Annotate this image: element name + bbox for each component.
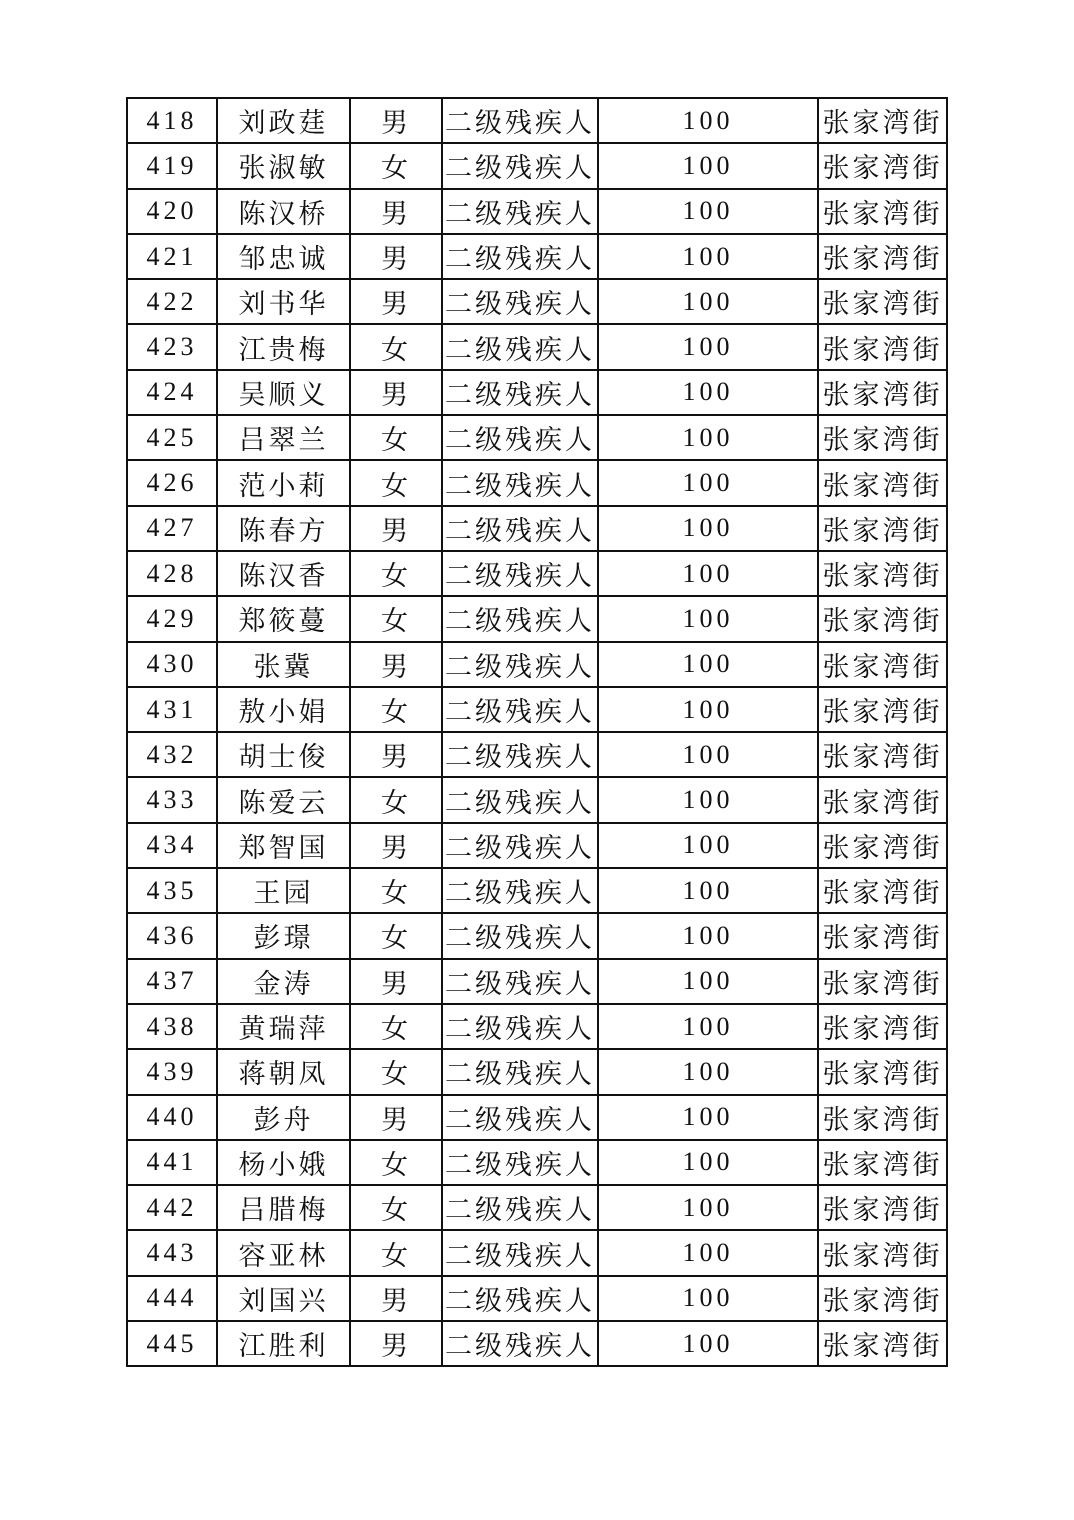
- cell-street: 张家湾街: [818, 777, 947, 822]
- table-row: [127, 823, 947, 868]
- cell-gender: 女: [350, 777, 442, 822]
- cell-name: 陈爱云: [217, 777, 350, 822]
- table-row: [127, 143, 947, 188]
- cell-disability-level: 二级残疾人: [442, 189, 598, 234]
- cell-amount: 100: [598, 1276, 818, 1321]
- cell-name: 陈春方: [217, 506, 350, 551]
- cell-gender: 男: [350, 732, 442, 777]
- cell-street: 张家湾街: [818, 370, 947, 415]
- table-row: [127, 551, 947, 596]
- cell-amount: 100: [598, 596, 818, 641]
- cell-disability-level: 二级残疾人: [442, 551, 598, 596]
- cell-street: 张家湾街: [818, 551, 947, 596]
- cell-disability-level: 二级残疾人: [442, 1140, 598, 1185]
- cell-amount: 100: [598, 1321, 818, 1366]
- cell-gender: 女: [350, 415, 442, 460]
- cell-amount: 100: [598, 1004, 818, 1049]
- cell-index: 427: [127, 506, 217, 551]
- cell-index: 420: [127, 189, 217, 234]
- cell-amount: 100: [598, 279, 818, 324]
- cell-index: 432: [127, 732, 217, 777]
- cell-gender: 女: [350, 324, 442, 369]
- cell-name: 彭璟: [217, 913, 350, 958]
- cell-amount: 100: [598, 823, 818, 868]
- cell-street: 张家湾街: [818, 1004, 947, 1049]
- cell-street: 张家湾街: [818, 1321, 947, 1366]
- cell-amount: 100: [598, 189, 818, 234]
- cell-street: 张家湾街: [818, 1276, 947, 1321]
- cell-name: 邹忠诚: [217, 234, 350, 279]
- cell-index: 444: [127, 1276, 217, 1321]
- cell-index: 435: [127, 868, 217, 913]
- cell-street: 张家湾街: [818, 98, 947, 143]
- cell-gender: 女: [350, 1049, 442, 1094]
- cell-disability-level: 二级残疾人: [442, 98, 598, 143]
- table-row: [127, 1049, 947, 1094]
- cell-index: 436: [127, 913, 217, 958]
- cell-street: 张家湾街: [818, 506, 947, 551]
- cell-street: 张家湾街: [818, 415, 947, 460]
- table-row: [127, 913, 947, 958]
- cell-index: 422: [127, 279, 217, 324]
- table-row: [127, 1140, 947, 1185]
- table-row: [127, 732, 947, 777]
- cell-amount: 100: [598, 324, 818, 369]
- table-row: [127, 1276, 947, 1321]
- cell-name: 郑筱蔓: [217, 596, 350, 641]
- cell-index: 439: [127, 1049, 217, 1094]
- cell-gender: 男: [350, 1095, 442, 1140]
- table-row: [127, 1004, 947, 1049]
- cell-street: 张家湾街: [818, 687, 947, 732]
- table-row: [127, 596, 947, 641]
- table-row: [127, 1321, 947, 1366]
- table-row: [127, 1230, 947, 1275]
- cell-gender: 男: [350, 279, 442, 324]
- table-row: [127, 279, 947, 324]
- cell-disability-level: 二级残疾人: [442, 234, 598, 279]
- cell-disability-level: 二级残疾人: [442, 324, 598, 369]
- cell-disability-level: 二级残疾人: [442, 1321, 598, 1366]
- table-row: [127, 868, 947, 913]
- cell-amount: 100: [598, 913, 818, 958]
- cell-amount: 100: [598, 551, 818, 596]
- cell-street: 张家湾街: [818, 189, 947, 234]
- cell-disability-level: 二级残疾人: [442, 596, 598, 641]
- cell-index: 437: [127, 959, 217, 1004]
- cell-street: 张家湾街: [818, 642, 947, 687]
- cell-street: 张家湾街: [818, 234, 947, 279]
- cell-disability-level: 二级残疾人: [442, 279, 598, 324]
- cell-street: 张家湾街: [818, 732, 947, 777]
- cell-name: 张淑敏: [217, 143, 350, 188]
- cell-gender: 男: [350, 1276, 442, 1321]
- cell-index: 426: [127, 460, 217, 505]
- cell-name: 吕腊梅: [217, 1185, 350, 1230]
- cell-index: 419: [127, 143, 217, 188]
- cell-name: 容亚林: [217, 1230, 350, 1275]
- cell-gender: 女: [350, 1140, 442, 1185]
- cell-amount: 100: [598, 143, 818, 188]
- cell-disability-level: 二级残疾人: [442, 823, 598, 868]
- cell-index: 430: [127, 642, 217, 687]
- cell-amount: 100: [598, 98, 818, 143]
- cell-disability-level: 二级残疾人: [442, 868, 598, 913]
- cell-index: 424: [127, 370, 217, 415]
- cell-index: 442: [127, 1185, 217, 1230]
- cell-disability-level: 二级残疾人: [442, 1004, 598, 1049]
- cell-disability-level: 二级残疾人: [442, 415, 598, 460]
- table-body: [127, 98, 947, 1366]
- cell-index: 441: [127, 1140, 217, 1185]
- cell-name: 江胜利: [217, 1321, 350, 1366]
- cell-disability-level: 二级残疾人: [442, 370, 598, 415]
- cell-disability-level: 二级残疾人: [442, 143, 598, 188]
- table-row: [127, 506, 947, 551]
- cell-gender: 女: [350, 460, 442, 505]
- cell-index: 423: [127, 324, 217, 369]
- cell-amount: 100: [598, 1140, 818, 1185]
- cell-gender: 男: [350, 234, 442, 279]
- cell-disability-level: 二级残疾人: [442, 1230, 598, 1275]
- cell-street: 张家湾街: [818, 868, 947, 913]
- cell-street: 张家湾街: [818, 596, 947, 641]
- cell-index: 418: [127, 98, 217, 143]
- cell-disability-level: 二级残疾人: [442, 1049, 598, 1094]
- cell-name: 彭舟: [217, 1095, 350, 1140]
- cell-amount: 100: [598, 1230, 818, 1275]
- cell-gender: 女: [350, 1185, 442, 1230]
- cell-disability-level: 二级残疾人: [442, 959, 598, 1004]
- cell-name: 江贵梅: [217, 324, 350, 369]
- table-row: [127, 324, 947, 369]
- cell-name: 陈汉香: [217, 551, 350, 596]
- cell-amount: 100: [598, 959, 818, 1004]
- beneficiary-table: [126, 97, 948, 1367]
- cell-amount: 100: [598, 1049, 818, 1094]
- document-page: [126, 97, 946, 1367]
- table-row: [127, 370, 947, 415]
- cell-disability-level: 二级残疾人: [442, 1185, 598, 1230]
- cell-disability-level: 二级残疾人: [442, 1095, 598, 1140]
- cell-disability-level: 二级残疾人: [442, 732, 598, 777]
- cell-street: 张家湾街: [818, 913, 947, 958]
- cell-gender: 女: [350, 913, 442, 958]
- table-row: [127, 1185, 947, 1230]
- cell-street: 张家湾街: [818, 1140, 947, 1185]
- cell-name: 刘国兴: [217, 1276, 350, 1321]
- cell-index: 434: [127, 823, 217, 868]
- cell-street: 张家湾街: [818, 1095, 947, 1140]
- cell-amount: 100: [598, 234, 818, 279]
- cell-disability-level: 二级残疾人: [442, 687, 598, 732]
- cell-index: 431: [127, 687, 217, 732]
- table-row: [127, 234, 947, 279]
- table-row: [127, 959, 947, 1004]
- cell-name: 刘政莛: [217, 98, 350, 143]
- cell-gender: 男: [350, 506, 442, 551]
- cell-disability-level: 二级残疾人: [442, 777, 598, 822]
- cell-name: 黄瑞萍: [217, 1004, 350, 1049]
- table-row: [127, 687, 947, 732]
- cell-disability-level: 二级残疾人: [442, 913, 598, 958]
- cell-disability-level: 二级残疾人: [442, 506, 598, 551]
- cell-gender: 男: [350, 1321, 442, 1366]
- table-row: [127, 460, 947, 505]
- cell-gender: 男: [350, 189, 442, 234]
- cell-gender: 男: [350, 823, 442, 868]
- cell-amount: 100: [598, 1185, 818, 1230]
- cell-amount: 100: [598, 415, 818, 460]
- cell-street: 张家湾街: [818, 1185, 947, 1230]
- cell-gender: 女: [350, 143, 442, 188]
- cell-gender: 女: [350, 596, 442, 641]
- cell-gender: 女: [350, 1230, 442, 1275]
- cell-street: 张家湾街: [818, 823, 947, 868]
- cell-street: 张家湾街: [818, 279, 947, 324]
- table-row: [127, 777, 947, 822]
- cell-amount: 100: [598, 642, 818, 687]
- cell-name: 吴顺义: [217, 370, 350, 415]
- cell-gender: 女: [350, 551, 442, 596]
- cell-index: 443: [127, 1230, 217, 1275]
- table-row: [127, 415, 947, 460]
- cell-name: 金涛: [217, 959, 350, 1004]
- cell-index: 440: [127, 1095, 217, 1140]
- cell-amount: 100: [598, 687, 818, 732]
- cell-street: 张家湾街: [818, 1230, 947, 1275]
- cell-name: 陈汉桥: [217, 189, 350, 234]
- cell-street: 张家湾街: [818, 460, 947, 505]
- cell-name: 范小莉: [217, 460, 350, 505]
- cell-index: 445: [127, 1321, 217, 1366]
- cell-index: 428: [127, 551, 217, 596]
- cell-amount: 100: [598, 868, 818, 913]
- cell-name: 张冀: [217, 642, 350, 687]
- cell-disability-level: 二级残疾人: [442, 460, 598, 505]
- cell-name: 郑智国: [217, 823, 350, 868]
- cell-disability-level: 二级残疾人: [442, 1276, 598, 1321]
- cell-amount: 100: [598, 370, 818, 415]
- cell-name: 刘书华: [217, 279, 350, 324]
- cell-index: 425: [127, 415, 217, 460]
- cell-amount: 100: [598, 460, 818, 505]
- cell-amount: 100: [598, 777, 818, 822]
- cell-name: 敖小娟: [217, 687, 350, 732]
- cell-index: 429: [127, 596, 217, 641]
- cell-street: 张家湾街: [818, 324, 947, 369]
- cell-gender: 男: [350, 642, 442, 687]
- cell-amount: 100: [598, 506, 818, 551]
- cell-name: 王园: [217, 868, 350, 913]
- table-row: [127, 189, 947, 234]
- cell-amount: 100: [598, 1095, 818, 1140]
- table-row: [127, 98, 947, 143]
- cell-name: 杨小娥: [217, 1140, 350, 1185]
- cell-index: 433: [127, 777, 217, 822]
- cell-gender: 男: [350, 959, 442, 1004]
- cell-name: 蒋朝凤: [217, 1049, 350, 1094]
- cell-name: 吕翠兰: [217, 415, 350, 460]
- cell-gender: 男: [350, 370, 442, 415]
- cell-gender: 男: [350, 98, 442, 143]
- cell-street: 张家湾街: [818, 1049, 947, 1094]
- cell-gender: 女: [350, 868, 442, 913]
- cell-street: 张家湾街: [818, 959, 947, 1004]
- cell-gender: 女: [350, 1004, 442, 1049]
- cell-gender: 女: [350, 687, 442, 732]
- table-row: [127, 1095, 947, 1140]
- cell-index: 421: [127, 234, 217, 279]
- cell-name: 胡士俊: [217, 732, 350, 777]
- table-row: [127, 642, 947, 687]
- cell-disability-level: 二级残疾人: [442, 642, 598, 687]
- cell-index: 438: [127, 1004, 217, 1049]
- cell-street: 张家湾街: [818, 143, 947, 188]
- cell-amount: 100: [598, 732, 818, 777]
